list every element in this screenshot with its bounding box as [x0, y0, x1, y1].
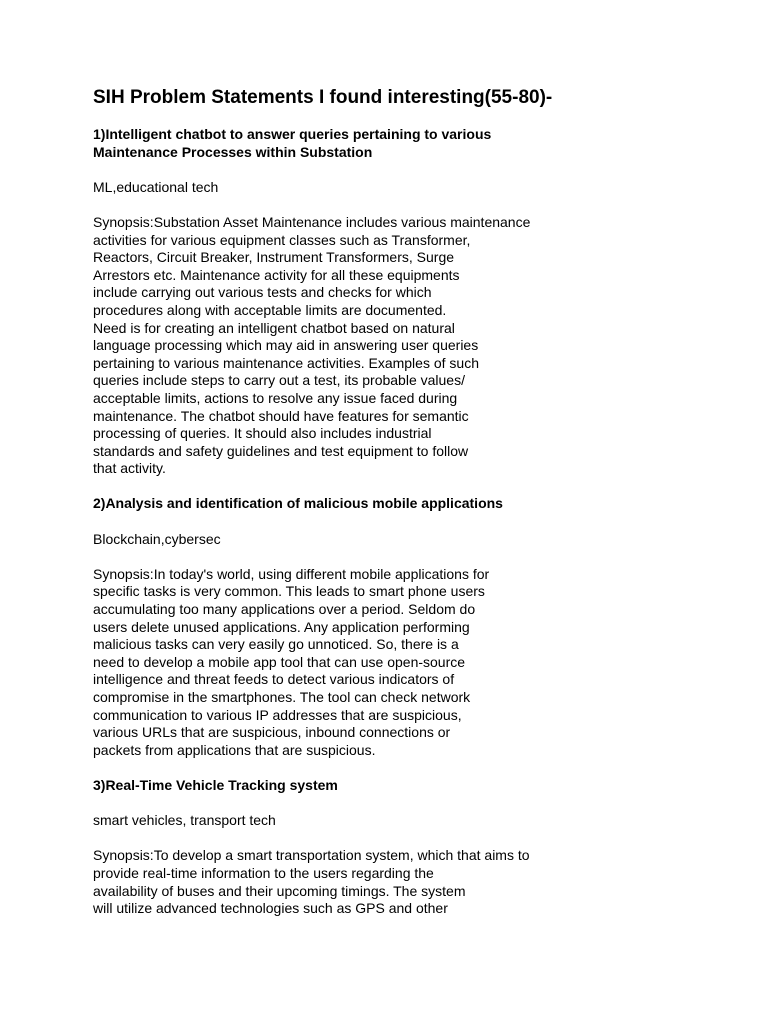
problem-tags-2: Blockchain,cybersec	[93, 530, 221, 547]
synopsis-line: activities for various equipment classes such as Transformer,	[93, 231, 471, 248]
synopsis-line: intelligence and threat feeds to detect various indicators of	[93, 671, 455, 688]
synopsis-line: standards and safety guidelines and test equipment to follow	[93, 442, 469, 459]
synopsis-line: Reactors, Circuit Breaker, Instrument Transformers, Surge	[93, 249, 455, 266]
heading-line: 2)Analysis and identification of malicious mobile applications	[93, 495, 503, 512]
synopsis-line: that activity.	[93, 460, 166, 477]
problem-heading-3	[93, 777, 713, 795]
synopsis-line: availability of buses and their upcoming timings. The system	[93, 882, 466, 899]
synopsis-line: compromise in the smartphones. The tool can check network	[93, 689, 471, 705]
synopsis-line: maintenance. The chatbot should have features for semantic	[93, 407, 469, 424]
synopsis-line: communication to various IP addresses that are suspicious,	[93, 706, 462, 723]
synopsis-line: include carrying out various tests and checks for which	[93, 284, 432, 301]
synopsis-line: Synopsis:In today's world, using different mobile applications for	[93, 565, 490, 582]
synopsis-line: procedures along with acceptable limits are documented.	[93, 301, 447, 318]
heading-line: Maintenance Processes within Substation	[93, 143, 373, 160]
synopsis-line: will utilize advanced technologies such as GPS and other	[93, 900, 448, 917]
synopsis-line: Synopsis:To develop a smart transportation system, which that aims to	[93, 847, 530, 864]
document-page	[93, 86, 713, 935]
problem-statement-1	[93, 126, 713, 478]
synopsis-line: specific tasks is very common. This leads to smart phone users	[93, 583, 485, 600]
synopsis-line: Synopsis:Substation Asset Maintenance includes various maintenance	[93, 213, 531, 230]
synopsis-line: need to develop a mobile app tool that can use open-source	[93, 653, 466, 670]
problem-heading-2	[93, 495, 713, 513]
synopsis-line: accumulating too many applications over a period. Seldom do	[93, 601, 476, 618]
problem-heading-1	[93, 126, 713, 161]
heading-line: 3)Real-Time Vehicle Tracking system	[93, 776, 338, 793]
synopsis-line: Need is for creating an intelligent chatbot based on natural	[93, 319, 455, 336]
synopsis-line: pertaining to various maintenance activities. Examples of such	[93, 354, 479, 371]
synopsis-line: users delete unused applications. Any application performing	[93, 618, 470, 635]
synopsis-line: acceptable limits, actions to resolve any issue faced during	[93, 389, 458, 406]
synopsis-line: language processing which may aid in answering user queries	[93, 337, 479, 354]
synopsis-line: provide real-time information to the users regarding the	[93, 864, 434, 881]
problem-synopsis-1	[93, 214, 713, 478]
synopsis-line: processing of queries. It should also includes industrial	[93, 425, 432, 442]
page-title: SIH Problem Statements I found interesting(55-80)-	[93, 87, 553, 108]
problem-statement-3	[93, 777, 713, 918]
synopsis-line: packets from applications that are suspicious.	[93, 741, 376, 758]
problem-tags-3: smart vehicles, transport tech	[93, 812, 276, 829]
synopsis-line: queries include steps to carry out a test, its probable values/	[93, 372, 465, 389]
synopsis-line: malicious tasks can very easily go unnoticed. So, there is a	[93, 636, 459, 653]
problem-synopsis-2	[93, 566, 713, 760]
synopsis-line: Arrestors etc. Maintenance activity for all these equipments	[93, 266, 460, 283]
problem-synopsis-3	[93, 847, 713, 917]
problem-tags-1: ML,educational tech	[93, 178, 219, 195]
synopsis-line: various URLs that are suspicious, inbound connections or	[93, 724, 451, 741]
problem-statement-2	[93, 495, 713, 759]
heading-line: 1)Intelligent chatbot to answer queries pertaining to various	[93, 126, 492, 142]
